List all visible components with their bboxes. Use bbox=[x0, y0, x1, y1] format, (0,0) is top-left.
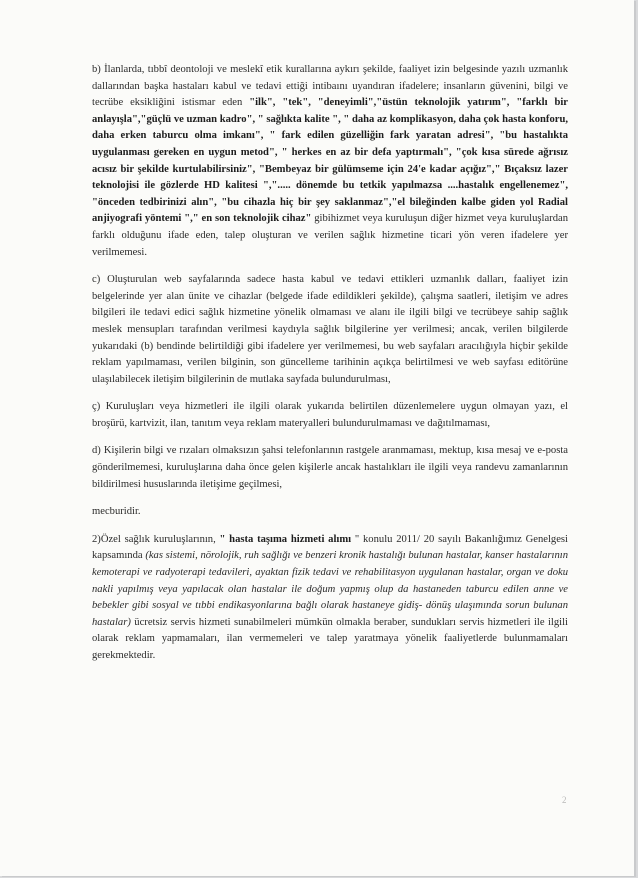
text-run: "ilk", "tek", "deneyimli","üstün teknolojik yatırım", "farklı bir anlayışla","güçlü ve uzman kadro", " sağlıkta kalite ", " daha az komplikasyon, daha çok hasta konforu, daha erken taburcu olma imkanı", " fark edilen güzelliğin fark yaratan adresi", "bu hastalıkta uygulanması gereken en uygun metod", " herkes en az bir defa yaptırmalı", "çok kısa sürede ağrısız acısız bir şekilde kurtulabilirsiniz", "Bembeyaz bir gülümseme için 24'e kadar açığız"," Bıçaksız lazer teknolojisi ile gözlerde HD kalitesi ","..... dönemde bu tetkik yapılmazsa ....hastalık engellenemez", "önceden tedbirinizi alın", "bu cihazla hiç bir şey saklanmaz","el bileğinden kalbe giden yol Radial anjiyografi yöntemi "," en son teknolojik cihaz" bbox=[92, 97, 568, 225]
text-run: (kas sistemi, nörolojik, ruh sağlığı ve benzeri kronik hastalığı bulunan hastalar, kanser hastalarının kemoterapi ve radyoterapi tedavileri, ayaktan fizik tedavi ve rehabilitasyon uygulanan hastalar, organ ve doku nakli yapılmış veya yapılacak olan hastalar ile doğum yapmış olup da hastaneden taburcu edilen anne ve bebekler gibi sosyal ve tıbbi endikasyonlarına bağlı olarak hastaneye gidiş- dönüş ulaşımında sorun bulunan hastalar) bbox=[92, 550, 569, 628]
document-body bbox=[92, 62, 568, 676]
text-run: " konulu 2011/ 20 sayılı Bakanlığımız Genelgesi kapsamında bbox=[92, 533, 568, 562]
paragraph-c-cedilla bbox=[92, 399, 568, 432]
text-run: gibihizmet veya kuruluşun diğer hizmet veya kuruluşlardan farklı olduğunu ifade eden, talep oluşturan ve verilen sağlık hizmetine ticari yön veren ifadelere yer verilmemesi. bbox=[92, 213, 568, 258]
text-run: c) Oluşturulan web sayfalarında sadece hasta kabul ve tedavi ettikleri uzmanlık dalları, faaliyet izin belgelerinde yer alan ünite ve cihazlar (belgede ifade edildikleri şekilde), çalışma saatleri, iletişim ve adres bilgileri ile tedavi edici sağlık hizmetine yönelik olmaması ve alanı ile ilgili bilgi ve tecrübeye sahip sağlık meslek mensupları tarafından verilmesi kaydıyla sağlık bilgilerine yer verilmesi; ancak, verilen bilgilerde yukarıdaki (b) bendinde belirtildiği gibi ifadelere yer verilmemesi, bu web sayfaları aracılığıyla hiçbir şekilde reklam yapılmaması, verilen bilginin, son güncelleme tarihinin açıkça belirtilmesi ve web sayfası editörüne ulaşılabilecek iletişim bilgilerinin de mutlaka sayfada bulundurulması, bbox=[92, 274, 568, 385]
text-run: ücretsiz servis hizmeti sunabilmeleri mümkün olmakla beraber, sundukları servis hizmetleri ile ilgili olarak reklam yapmamaları, ilan vermemeleri ve talep yaratmaya yönelik faaliyetlerde bulunmamaları gerekmektedir. bbox=[92, 616, 568, 661]
text-run: " hasta taşıma hizmeti alımı bbox=[219, 533, 355, 545]
mecburidir-line: mecburidir. bbox=[92, 506, 141, 518]
paragraph-2 bbox=[92, 532, 568, 665]
page-number: 2 bbox=[562, 795, 567, 805]
paragraph-c bbox=[92, 272, 568, 388]
text-run: d) Kişilerin bilgi ve rızaları olmaksızın şahsi telefonlarının rastgele aranmaması, mektup, kısa mesaj ve e-posta gönderilmemesi, kuruluşlarına daha önce gelen kişilerle ancak hastalıkları ile ilgili veya randevu zamanlarının bildirilmesi hususlarında iletişime geçilmesi, bbox=[92, 445, 568, 490]
text-run: b) İlanlarda, tıbbî deontoloji ve meslekî etik kurallarına aykırı şekilde, faaliyet izin belgesinde yazılı uzmanlık dallarından başka hastaları kabul ve tedavi ettiği intibaını uyandıran ifadelere; insanların güvenini, bilgi ve tecrübe eksikliğini istismar eden bbox=[92, 64, 568, 109]
text-run: ç) Kuruluşları veya hizmetleri ile ilgili olarak yukarıda belirtilen düzenlemelere uygun olmayan yazı, el broşürü, kartvizit, ilan, tanıtım veya reklam materyalleri bulundurulmaması ve dağıtılmaması, bbox=[92, 401, 568, 429]
text-run: 2)Özel sağlık kuruluşlarının, bbox=[92, 533, 220, 545]
paragraph-d bbox=[92, 443, 568, 493]
paragraph-b bbox=[92, 62, 568, 261]
